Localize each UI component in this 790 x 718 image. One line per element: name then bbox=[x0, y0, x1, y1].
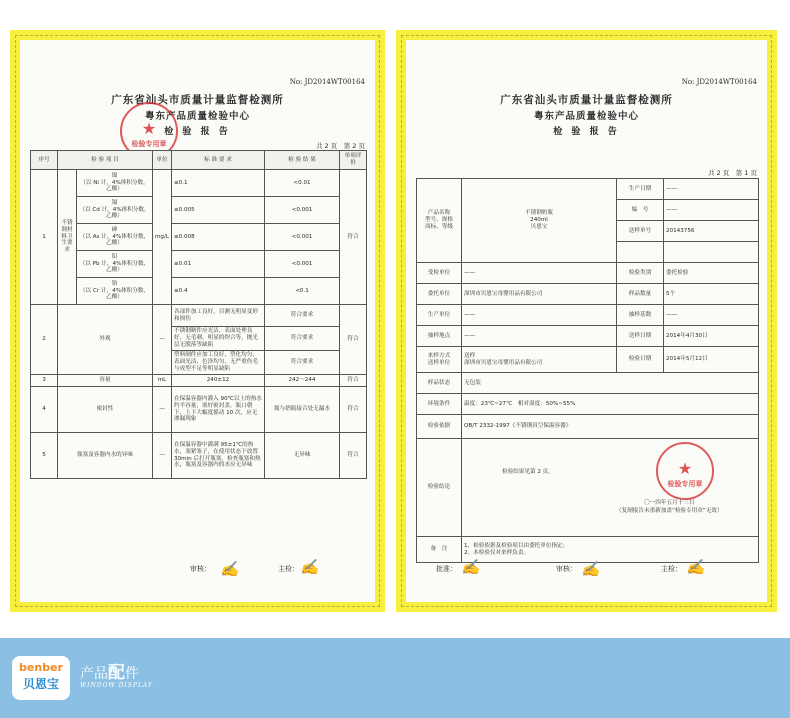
field-value: 温度：23℃~27℃ 相对湿度：50%~55% bbox=[462, 394, 759, 415]
result: 符合要求 bbox=[265, 305, 340, 327]
document-number: No: JD2014WT00164 bbox=[289, 78, 365, 86]
row-number: 3 bbox=[31, 375, 58, 387]
item-name: 密封性 bbox=[58, 387, 153, 433]
field-label: 抽样地点 bbox=[417, 326, 462, 347]
field-label: 送样日期 bbox=[617, 326, 664, 347]
col-header: 检 验 项 目 bbox=[58, 151, 153, 170]
metal-condition: （以 Pb 计，4%体积分数，乙酸） bbox=[79, 260, 150, 274]
review-label: 审核： bbox=[556, 565, 577, 573]
item-name: 瓶塞及容器内水的异味 bbox=[58, 433, 153, 479]
field-value: 20143756 bbox=[664, 221, 759, 242]
metal-condition: （以 Cr 计，4%体积分数，乙酸） bbox=[80, 287, 149, 301]
approve-label: 批准： bbox=[436, 565, 457, 573]
group-label: 不锈钢材料卫生要求 bbox=[58, 170, 77, 305]
table-row bbox=[31, 433, 367, 479]
field-label: 产品名称 型号、规格 商标、等级 bbox=[417, 179, 462, 263]
result: <0.001 bbox=[265, 197, 340, 224]
approve-label: 主检： bbox=[278, 565, 299, 573]
report-paper bbox=[20, 40, 375, 602]
col-header: 检 验 结 果 bbox=[265, 151, 340, 170]
field-value: 委托检验 bbox=[664, 263, 759, 284]
requirement: ≤0.1 bbox=[172, 170, 265, 197]
field-label: 受检单位 bbox=[417, 263, 462, 284]
table-row bbox=[417, 373, 759, 394]
table-row bbox=[31, 224, 367, 251]
field-value: 1、检验依据及检验项目由委托单位指定； 2、本检验仅对来样负责。 bbox=[462, 537, 759, 563]
field-label: 检验依据 bbox=[417, 415, 462, 439]
metal-item bbox=[77, 170, 153, 197]
table-row bbox=[417, 305, 759, 326]
field-value: —— bbox=[462, 326, 617, 347]
star-icon: ★ bbox=[141, 119, 157, 138]
field-label: 样品状态 bbox=[417, 373, 462, 394]
requirement: ≤0.005 bbox=[172, 197, 265, 224]
requirement: 在保温容器内灌入 90℃以上的热水约半容量，塞好密封盖，瓶口朝下，上下大幅度摇动 10 次，应无渗漏现象 bbox=[172, 387, 265, 433]
result: 符合要求 bbox=[265, 327, 340, 351]
certificate-frame bbox=[15, 35, 380, 607]
col-header: 序号 bbox=[31, 151, 58, 170]
report-title: 检 验 报 告 bbox=[164, 127, 231, 137]
table-row bbox=[31, 278, 367, 305]
requirement: 在保温容器中灌满 95±1℃的热水，塞紧塞子，在使用状态下放置 30min 后打开瓶塞，检查瓶塞和热水，瓶塞及容器内的水应无异味 bbox=[172, 433, 265, 479]
metal-name: 铅 bbox=[111, 253, 118, 260]
field-value: 5个 bbox=[664, 284, 759, 305]
certificate-page-1 bbox=[396, 30, 777, 612]
metal-condition: （以 Ni 计，4%体积分数，乙酸） bbox=[80, 179, 149, 193]
table-row bbox=[417, 284, 759, 305]
metal-condition: （以 Cd 计，4%体积分数，乙酸） bbox=[79, 206, 150, 220]
table-header bbox=[31, 151, 367, 170]
item-name: 容量 bbox=[58, 375, 153, 387]
results-table bbox=[30, 150, 367, 479]
table-row bbox=[417, 326, 759, 347]
requirement: ≤0.01 bbox=[172, 251, 265, 278]
field-value: 检验结果见第 2 页。 bbox=[462, 439, 759, 537]
reviewer-signature: ✍ bbox=[581, 560, 600, 578]
table-row bbox=[31, 170, 367, 197]
field-value: QB/T 2332-1997《不锈钢真空保温容器》 bbox=[462, 415, 759, 439]
logo-wordmark: benber bbox=[19, 661, 63, 674]
requirement: ≤0.008 bbox=[172, 224, 265, 251]
stamp-note bbox=[616, 498, 722, 514]
row-number: 4 bbox=[31, 387, 58, 433]
center-name: 粤东产品质量检验中心 bbox=[533, 111, 639, 122]
table-row bbox=[31, 375, 367, 387]
col-header: 标 准 要 求 bbox=[172, 151, 265, 170]
evaluation: 符合 bbox=[340, 305, 367, 375]
page-indicator: 共 2 页 第 2 页 bbox=[315, 142, 365, 150]
field-value: —— bbox=[664, 305, 759, 326]
star-icon: ★ bbox=[677, 459, 693, 478]
field-label: 检验日期 bbox=[617, 347, 664, 373]
metal-name: 镍 bbox=[111, 172, 118, 179]
row-number: 1 bbox=[31, 170, 58, 305]
metal-name: 砷 bbox=[111, 226, 118, 233]
field-label: 检验类别 bbox=[617, 263, 664, 284]
field-value: 送样 深圳市贝恩宝母婴用品有限公司 bbox=[462, 347, 617, 373]
field-label: 送样单号 bbox=[617, 221, 664, 242]
requirement: 各部件加工良好，目测无明显变形和损伤 bbox=[172, 305, 265, 327]
organization-name: 广东省汕头市质量计量监督检测所 bbox=[500, 94, 673, 106]
requirement: ≤0.4 bbox=[172, 278, 265, 305]
requirement: 240±12 bbox=[172, 375, 265, 387]
evaluation: 符合 bbox=[340, 375, 367, 387]
inspector-signature: ✍ bbox=[300, 558, 319, 576]
section-subtitle: WINDOW DISPLAY bbox=[80, 682, 153, 689]
result: 无异味 bbox=[265, 433, 340, 479]
field-label: 编 号 bbox=[617, 200, 664, 221]
result: <0.001 bbox=[265, 224, 340, 251]
stamp-text: 检验专用章 bbox=[667, 480, 703, 488]
result: 242～244 bbox=[265, 375, 340, 387]
field-label: 检验结论 bbox=[417, 439, 462, 537]
result: 符合要求 bbox=[265, 351, 340, 375]
field-label: 生产日期 bbox=[617, 179, 664, 200]
table-row bbox=[417, 263, 759, 284]
field-label: 来样方式 送样单位 bbox=[417, 347, 462, 373]
evaluation: 符合 bbox=[340, 387, 367, 433]
field-value: 无包装 bbox=[462, 373, 759, 394]
stamp-text: 检验专用章 bbox=[131, 140, 167, 148]
table-row bbox=[31, 251, 367, 278]
inspector-signature: ✍ bbox=[686, 558, 705, 576]
reviewer-signature: ✍ bbox=[220, 560, 239, 578]
field-value: 深圳市贝恩宝母婴用品有限公司 bbox=[462, 284, 617, 305]
logo-english bbox=[12, 661, 70, 674]
certificate-frame bbox=[401, 35, 772, 607]
col-header: 单位 bbox=[152, 151, 171, 170]
col-header: 单项评价 bbox=[340, 151, 367, 170]
unit-cell: — bbox=[152, 433, 171, 479]
review-label: 审核： bbox=[190, 565, 211, 573]
metal-item bbox=[77, 278, 153, 305]
title-part: 件 bbox=[125, 666, 139, 682]
table-row bbox=[417, 394, 759, 415]
result: <0.01 bbox=[265, 170, 340, 197]
result: 瓶与奶瓶接合处无漏水 bbox=[265, 387, 340, 433]
metal-condition: （以 As 计，4%体积分数，乙酸） bbox=[79, 233, 150, 247]
field-value: —— bbox=[462, 305, 617, 326]
copy-notice: （复制报告未重新加盖“检验专用章”无效） bbox=[616, 508, 723, 514]
table-row bbox=[31, 305, 367, 327]
section-title bbox=[80, 658, 139, 683]
field-label: 备 注 bbox=[417, 537, 462, 563]
metal-item bbox=[77, 224, 153, 251]
certificate-page-2 bbox=[10, 30, 385, 612]
approver-signature: ✍ bbox=[461, 558, 480, 576]
field-value: 2014年5月12日 bbox=[664, 347, 759, 373]
table-row bbox=[417, 415, 759, 439]
title-emphasis: 配 bbox=[108, 663, 125, 683]
item-name: 外观 bbox=[58, 305, 153, 375]
metal-item bbox=[77, 251, 153, 278]
evaluation: 符合 bbox=[340, 433, 367, 479]
requirement: 不锈钢制件应光洁，表面处理良好，无毛刺、明显的焊合等，抛光层无脱落等缺陷 bbox=[172, 327, 265, 351]
main-inspector-label: 主检： bbox=[661, 565, 682, 573]
unit-cell: mg/L bbox=[152, 170, 171, 305]
field-label: 委托单位 bbox=[417, 284, 462, 305]
result: <0.001 bbox=[265, 251, 340, 278]
field-value: 2014年4月30日 bbox=[664, 326, 759, 347]
field-label: 样品数量 bbox=[617, 284, 664, 305]
result: <0.1 bbox=[265, 278, 340, 305]
table-row bbox=[31, 387, 367, 433]
metal-name: 铬 bbox=[111, 280, 118, 287]
stamp-date: 〇一四年五月十三日 bbox=[644, 500, 695, 506]
center-name: 粤东产品质量检验中心 bbox=[144, 111, 250, 122]
title-part: 产品 bbox=[80, 666, 108, 682]
organization-name: 广东省汕头市质量计量监督检测所 bbox=[111, 94, 284, 106]
logo-chinese: 贝恩宝 bbox=[22, 677, 59, 691]
page-indicator: 共 2 页 第 1 页 bbox=[707, 169, 757, 177]
field-label: 生产单位 bbox=[417, 305, 462, 326]
report-title: 检 验 报 告 bbox=[553, 127, 620, 137]
brand-logo bbox=[12, 656, 70, 700]
metal-item bbox=[77, 197, 153, 224]
field-value: 不锈钢奶瓶 240ml 贝恩宝 bbox=[462, 179, 617, 263]
table-row bbox=[31, 197, 367, 224]
field-value: —— bbox=[462, 263, 617, 284]
metal-name: 镉 bbox=[111, 199, 118, 206]
field-value: —— bbox=[664, 200, 759, 221]
table-row bbox=[417, 179, 759, 200]
table-row bbox=[417, 347, 759, 373]
unit-cell: — bbox=[152, 387, 171, 433]
unit-cell: mL bbox=[152, 375, 171, 387]
field-value: —— bbox=[664, 179, 759, 200]
document-number: No: JD2014WT00164 bbox=[681, 78, 757, 86]
row-number: 2 bbox=[31, 305, 58, 375]
unit-cell: — bbox=[152, 305, 171, 375]
footer-banner bbox=[0, 638, 790, 718]
report-paper bbox=[406, 40, 767, 602]
field-label: 环境条件 bbox=[417, 394, 462, 415]
requirement: 塑料制件应加工良好，塑化均匀，表面光洁，色泽均匀，无严重伤毛与成型不足等明显缺陷 bbox=[172, 351, 265, 375]
inspection-stamp bbox=[656, 442, 714, 500]
field-label: 抽样基数 bbox=[617, 305, 664, 326]
evaluation: 符合 bbox=[340, 170, 367, 305]
row-number: 5 bbox=[31, 433, 58, 479]
